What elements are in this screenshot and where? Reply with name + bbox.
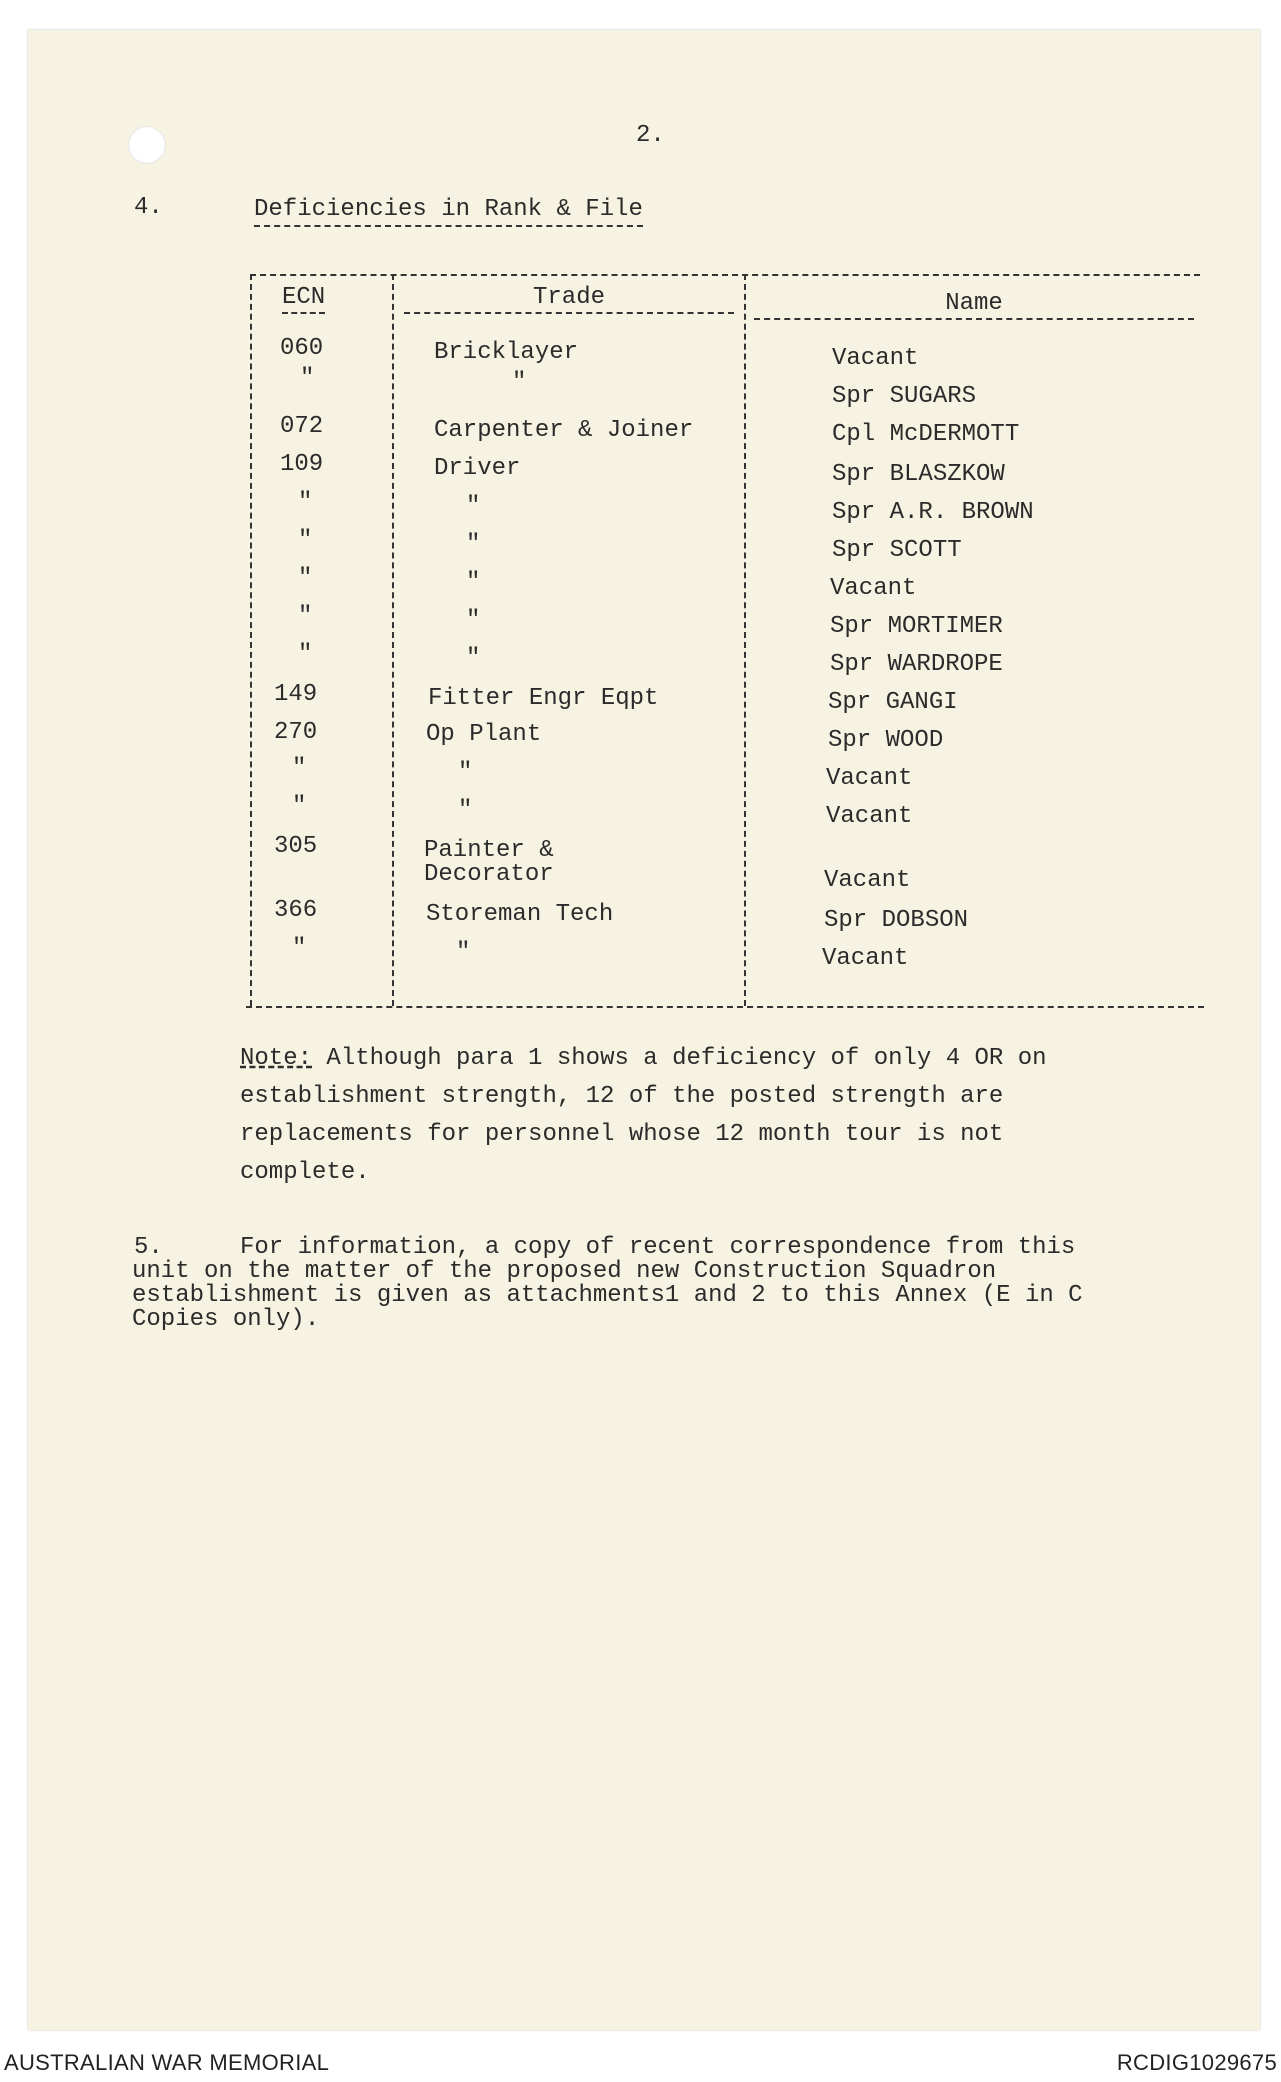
ecn-cell: 270 [274,719,318,746]
trade-cell: " [456,939,471,966]
header-ecn: ECN [282,284,325,314]
name-cell: Spr GANGI [828,689,958,716]
header-name: Name [754,290,1194,320]
table-bottom-border [246,1006,1204,1008]
note-text: Although para 1 shows a deficiency of only 4 OR on establishment strength, 12 of the posted strength are replacements for personnel whose 12 month tour is not complete. [240,1045,1047,1186]
trade-cell: Bricklayer [434,339,579,366]
trade-cell: " [512,369,527,396]
header-trade: Trade [404,284,734,314]
name-cell: Vacant [830,575,917,602]
ecn-cell: " [292,935,307,962]
table-left-border [250,274,252,1006]
footer-source: AUSTRALIAN WAR MEMORIAL [4,2050,330,2075]
ecn-cell: " [298,565,313,592]
trade-cell: " [466,493,481,520]
ecn-cell: " [292,755,307,782]
note-label: Note: [240,1045,313,1072]
name-cell: Vacant [822,945,909,972]
ecn-cell: 072 [280,413,324,440]
page-number: 2. [636,122,665,149]
section-5-number: 5. [134,1234,163,1261]
ecn-cell: 366 [274,897,318,924]
section-4-title: Deficiencies in Rank & File [254,196,643,227]
section-4-number: 4. [134,194,163,221]
name-cell: Spr DOBSON [824,907,969,934]
note-paragraph [240,1040,1140,1192]
trade-cell: Storeman Tech [426,901,614,928]
ecn-cell: 060 [280,335,324,362]
name-cell: Vacant [826,765,913,792]
trade-cell: Op Plant [426,721,542,748]
ecn-cell: 149 [274,681,318,708]
section-5-text: For information, a copy of recent correspondence from this unit on the matter of the proposed new Construction Squadron establishment is given as attachments1 and 2 to this Annex (E in C Copies only). [132,1234,1083,1333]
trade-cell: Driver [434,455,521,482]
trade-cell: " [466,645,481,672]
name-cell: Spr SCOTT [832,537,962,564]
trade-cell: " [466,569,481,596]
name-cell: Spr A.R. BROWN [832,499,1034,526]
trade-cell: " [466,607,481,634]
table-divider-2 [744,274,746,1006]
name-cell: Vacant [832,345,919,372]
name-cell: Spr SUGARS [832,383,977,410]
ecn-cell: " [298,641,313,668]
ecn-cell: 109 [280,451,324,478]
ecn-cell: " [298,489,313,516]
trade-cell: " [458,759,473,786]
footer-id: RCDIG1029675 [1116,2050,1277,2075]
name-cell: Spr WARDROPE [830,651,1003,678]
trade-cell-line-2: Decorator [424,861,554,888]
ecn-cell: " [298,527,313,554]
name-cell: Spr BLASZKOW [832,461,1005,488]
trade-cell: Painter & [424,837,554,864]
ecn-cell: 305 [274,833,318,860]
punch-hole [128,126,166,164]
name-cell: Spr MORTIMER [830,613,1003,640]
name-cell: Vacant [826,803,913,830]
ecn-cell: " [298,603,313,630]
table-divider-1 [392,274,394,1006]
name-cell: Vacant [824,867,911,894]
trade-cell: Fitter Engr Eqpt [428,685,659,712]
deficiencies-table [244,272,1204,1012]
name-cell: Cpl McDERMOTT [832,421,1020,448]
trade-cell: " [458,797,473,824]
name-cell: Spr WOOD [828,727,944,754]
ecn-cell: " [300,365,315,392]
ecn-cell: " [292,793,307,820]
trade-cell: " [466,531,481,558]
trade-cell: Carpenter & Joiner [434,417,694,444]
